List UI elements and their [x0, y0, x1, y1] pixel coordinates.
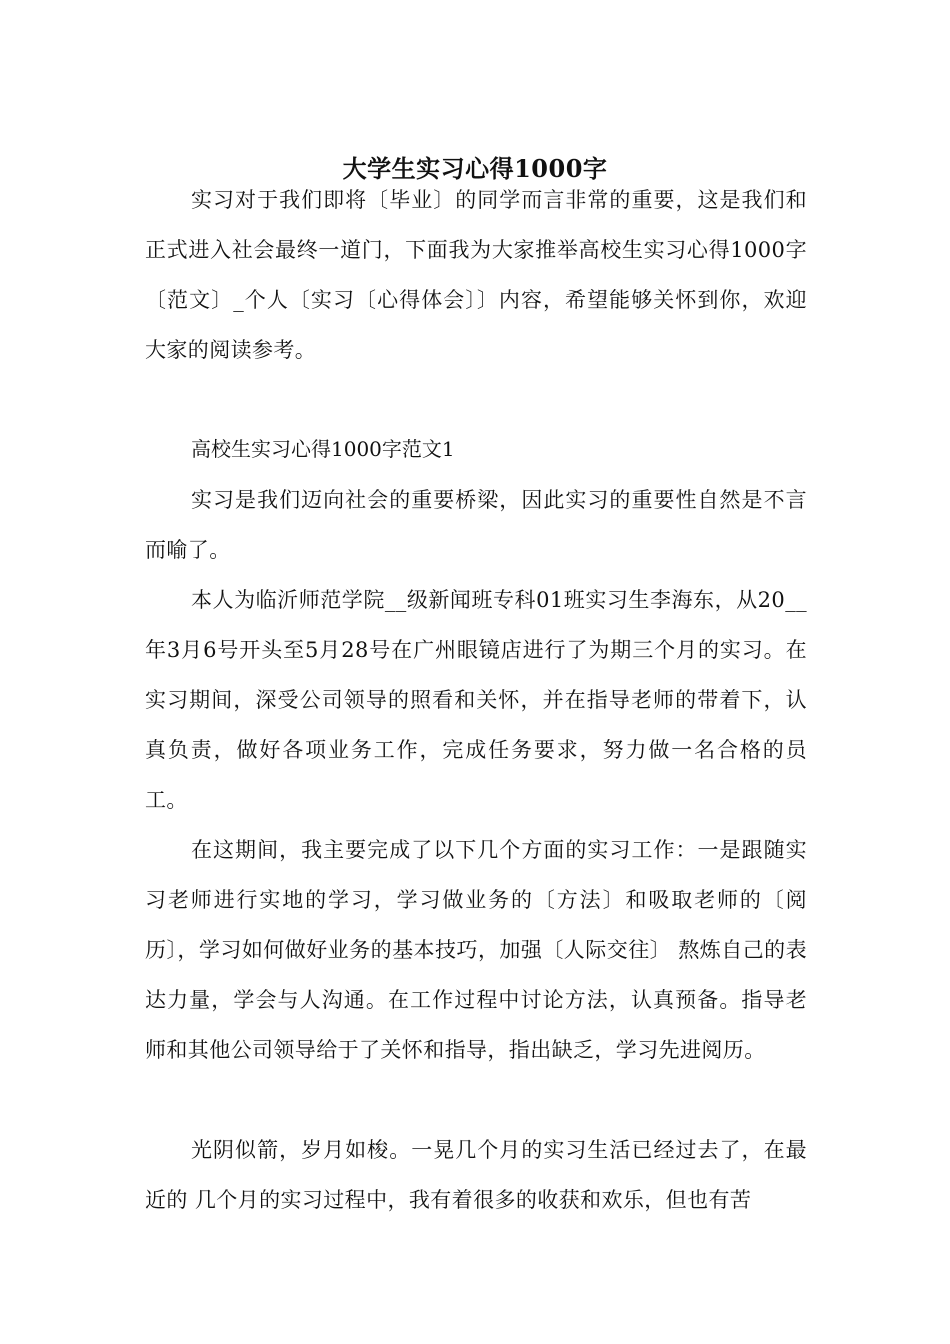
intro-paragraph: 实习对于我们即将〔毕业〕的同学而言非常的重要，这是我们和正式进入社会最终一道门，下面我为大家推举高校生实习心得1000字〔范文〕_个人〔实习〔心得体会〕〕内容，希望能够关怀到你，欢迎大家的阅读参考。 — [145, 188, 807, 362]
body-paragraph: 本人为临沂师范学院__级新闻班专科01班实习生李海东，从20__年3月6号开头至5月28号在广州眼镜店进行了为期三个月的实习。在实习期间，深受公司领导的照看和关怀，并在指导老师的带着下，认真负责，做好各项业务工作，完成任务要求，努力做一名合格的员工。 — [145, 588, 807, 812]
body-paragraph: 实习是我们迈向社会的重要桥梁，因此实习的重要性自然是不言而喻了。 — [145, 488, 807, 562]
body-paragraph: 在这期间，我主要完成了以下几个方面的实习工作：一是跟随实习老师进行实地的学习，学习做业务的〔方法〕和吸取老师的〔阅历〕，学习如何做好业务的基本技巧，加强〔人际交往〕 熬炼自己的表达力量，学会与人沟通。在工作过程中讨论方法，认真预备。指导老师和其他公司领导给于了关怀和指导，指出缺乏，学习先进阅历。 — [145, 838, 807, 1062]
body-paragraph: 光阴似箭，岁月如梭。一晃几个月的实习生活已经过去了，在最近的 几个月的实习过程中，我有着很多的收获和欢乐，但也有苦 — [145, 1138, 807, 1212]
document-title: 大学生实习心得1000字 — [342, 154, 608, 184]
section-heading: 高校生实习心得1000字范文1 — [191, 437, 455, 461]
